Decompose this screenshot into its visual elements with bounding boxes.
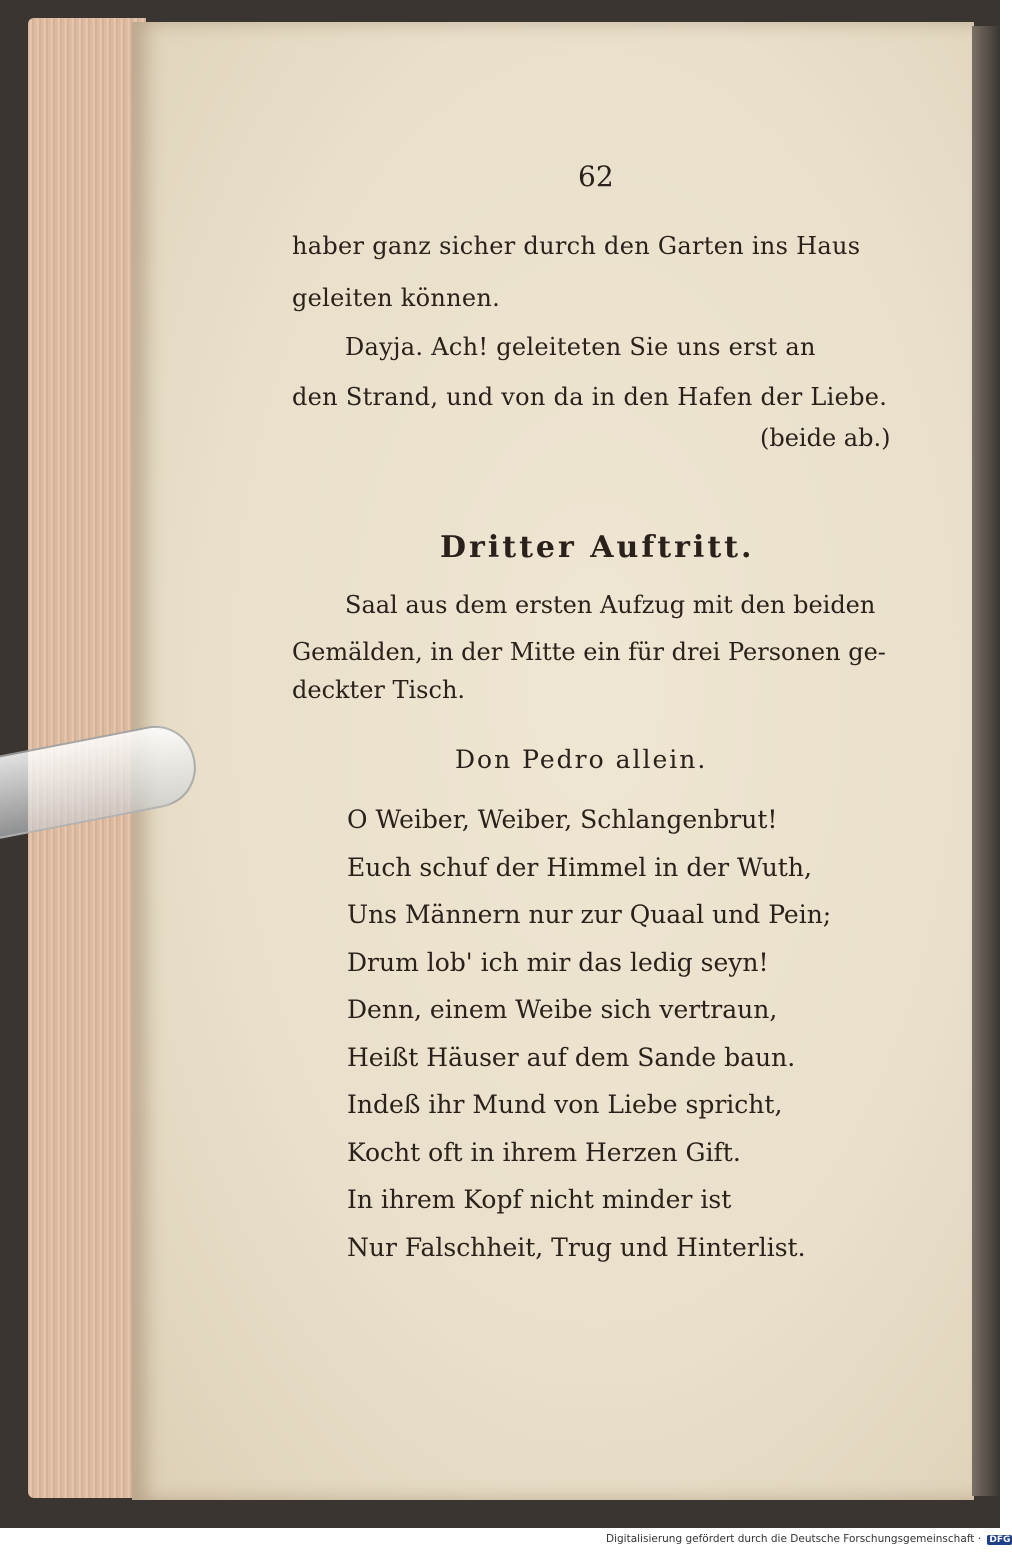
prose-line: den Strand, und von da in den Hafen der Liebe. bbox=[292, 383, 888, 411]
verse-line: Indeß ihr Mund von Liebe spricht, bbox=[347, 1090, 783, 1119]
verse-line: Euch schuf der Himmel in der Wuth, bbox=[347, 853, 812, 882]
character-heading: Don Pedro allein. bbox=[455, 745, 708, 774]
dfg-logo: DFG bbox=[989, 1535, 1011, 1545]
prose-line: haber ganz sicher durch den Garten ins Haus bbox=[292, 232, 861, 260]
verse-line: Uns Männern nur zur Quaal und Pein; bbox=[347, 900, 832, 929]
setting-line: deckter Tisch. bbox=[292, 676, 466, 704]
verse-line: O Weiber, Weiber, Schlangenbrut! bbox=[347, 805, 778, 834]
footer-credit bbox=[606, 1533, 1011, 1551]
prose-line: geleiten können. bbox=[292, 284, 501, 312]
stage-direction: (beide ab.) bbox=[760, 424, 891, 452]
scene-heading: Dritter Auftritt. bbox=[440, 530, 755, 565]
book-binding bbox=[972, 26, 1000, 1496]
verse-line: Drum lob' ich mir das ledig seyn! bbox=[347, 948, 769, 977]
verse-line: Heißt Häuser auf dem Sande baun. bbox=[347, 1043, 796, 1072]
setting-line: Saal aus dem ersten Aufzug mit den beiden bbox=[345, 591, 876, 619]
page-number: 62 bbox=[578, 160, 614, 193]
setting-line: Gemälden, in der Mitte ein für drei Personen ge- bbox=[292, 638, 886, 666]
verse-line: In ihrem Kopf nicht minder ist bbox=[347, 1185, 732, 1214]
verse-line: Kocht oft in ihrem Herzen Gift. bbox=[347, 1138, 741, 1167]
prose-line: Dayja. Ach! geleiteten Sie uns erst an bbox=[345, 333, 816, 361]
verse-line: Nur Falschheit, Trug und Hinterlist. bbox=[347, 1233, 806, 1262]
verse-line: Denn, einem Weibe sich vertraun, bbox=[347, 995, 778, 1024]
footer-text: Digitalisierung gefördert durch die Deutsche Forschungsgemeinschaft · bbox=[606, 1533, 982, 1545]
